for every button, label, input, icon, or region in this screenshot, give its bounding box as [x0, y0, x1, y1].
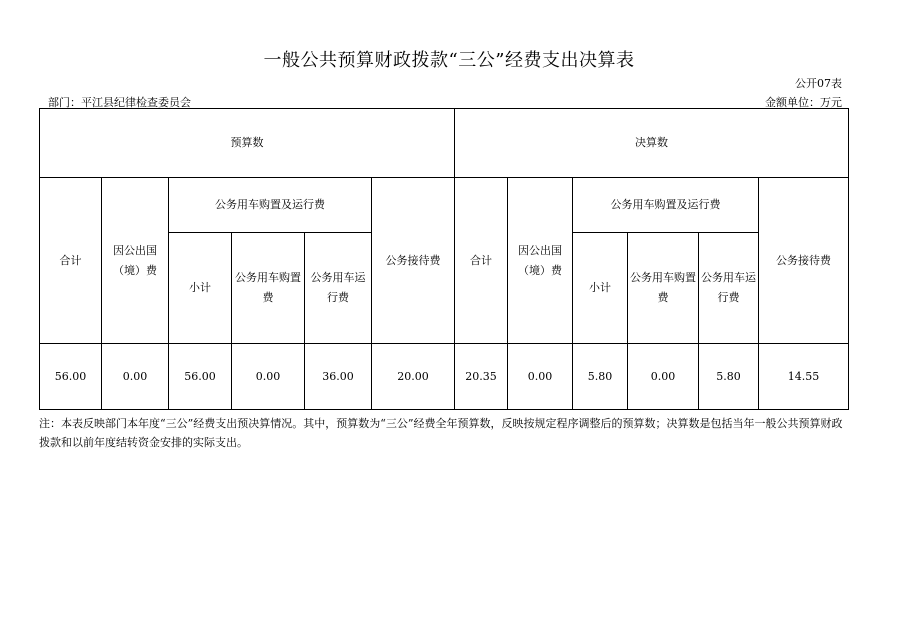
budget-abroad-header: 因公出国（境）费 [102, 178, 169, 344]
final-abroad-value: 0.00 [508, 344, 573, 410]
budget-abroad-value: 0.00 [102, 344, 169, 410]
budget-subtotal-value: 56.00 [169, 344, 232, 410]
final-reception-value: 14.55 [759, 344, 849, 410]
final-abroad-header: 因公出国（境）费 [508, 178, 573, 344]
budget-vehicle-purchase-value: 0.00 [232, 344, 305, 410]
footnote: 注：本表反映部门本年度“三公”经费支出预决算情况。其中，预算数为“三公”经费全年预算数，反映按规定程序调整后的预算数；决算数是包括当年一般公共预算财政拨款和以前年度结转资金安排的实际支出。 [39, 417, 843, 449]
final-total-value: 20.35 [455, 344, 508, 410]
final-vehicle-operation-value: 5.80 [699, 344, 759, 410]
budget-header: 预算数 [40, 109, 455, 178]
department-label: 部门：平江县纪律检查委员会 [48, 96, 191, 109]
final-vehicle-purchase-value: 0.00 [628, 344, 699, 410]
final-vehicle-operation-header: 公务用车运行费 [699, 233, 759, 344]
final-subtotal-header: 小计 [573, 233, 628, 344]
page-title: 一般公共预算财政拨款“三公”经费支出决算表 [263, 50, 635, 71]
expenditure-table [39, 108, 849, 410]
budget-vehicle-operation-value: 36.00 [305, 344, 372, 410]
final-reception-header: 公务接待费 [759, 178, 849, 344]
budget-reception-value: 20.00 [372, 344, 455, 410]
budget-vehicle-operation-header: 公务用车运行费 [305, 233, 372, 344]
budget-subtotal-header: 小计 [169, 233, 232, 344]
budget-vehicle-purchase-header: 公务用车购置费 [232, 233, 305, 344]
unit-label: 金额单位：万元 [765, 96, 842, 109]
budget-vehicle-group-header: 公务用车购置及运行费 [169, 178, 372, 233]
budget-total-header: 合计 [40, 178, 102, 344]
form-number: 公开07表 [795, 77, 842, 90]
final-vehicle-group-header: 公务用车购置及运行费 [573, 178, 759, 233]
final-subtotal-value: 5.80 [573, 344, 628, 410]
budget-reception-header: 公务接待费 [372, 178, 455, 344]
final-vehicle-purchase-header: 公务用车购置费 [628, 233, 699, 344]
final-header: 决算数 [455, 109, 849, 178]
final-total-header: 合计 [455, 178, 508, 344]
budget-total-value: 56.00 [40, 344, 102, 410]
